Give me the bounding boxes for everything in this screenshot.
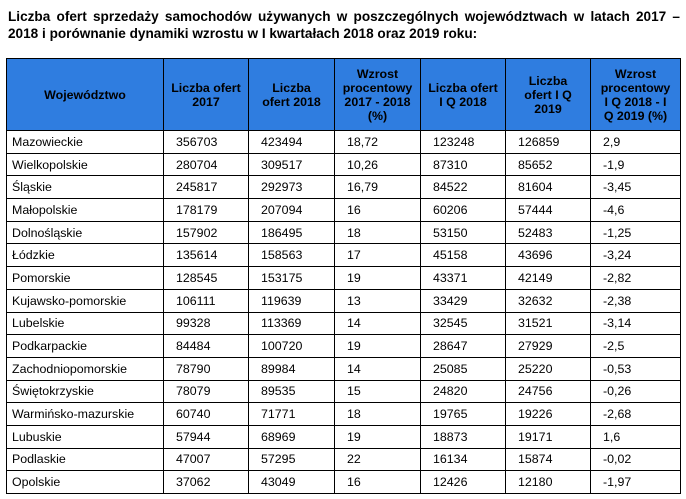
cell-offers-q1-2019: 24756 — [506, 380, 591, 403]
cell-offers-q1-2019: 42149 — [506, 267, 591, 290]
table-body — [7, 131, 681, 494]
cell-growth-q1: -2,5 — [591, 335, 681, 358]
cell-offers-2017: 157902 — [164, 221, 249, 244]
cell-offers-2017: 99328 — [164, 312, 249, 335]
header-row — [7, 59, 681, 131]
cell-offers-2018: 57295 — [249, 448, 335, 471]
cell-offers-q1-2018: 32545 — [421, 312, 506, 335]
cell-voivodeship: Pomorskie — [7, 267, 164, 290]
voivodeship-offers-table — [6, 58, 681, 494]
cell-growth-q1: -1,9 — [591, 153, 681, 176]
table-row — [7, 221, 681, 244]
column-header-offers-2018: Liczba ofert 2018 — [249, 59, 335, 131]
cell-growth-q1: -3,45 — [591, 176, 681, 199]
cell-offers-2018: 89535 — [249, 380, 335, 403]
cell-growth-q1: -1,25 — [591, 221, 681, 244]
cell-growth-q1: -0,53 — [591, 357, 681, 380]
cell-voivodeship: Małopolskie — [7, 199, 164, 222]
cell-offers-q1-2019: 27929 — [506, 335, 591, 358]
cell-growth-2017-2018: 16 — [335, 199, 421, 222]
cell-offers-2018: 100720 — [249, 335, 335, 358]
cell-growth-2017-2018: 16,79 — [335, 176, 421, 199]
cell-growth-2017-2018: 17 — [335, 244, 421, 267]
table-row — [7, 380, 681, 403]
cell-offers-q1-2018: 18873 — [421, 425, 506, 448]
cell-offers-2018: 423494 — [249, 131, 335, 154]
cell-offers-q1-2019: 12180 — [506, 471, 591, 494]
cell-offers-2018: 207094 — [249, 199, 335, 222]
cell-voivodeship: Podlaskie — [7, 448, 164, 471]
cell-voivodeship: Wielkopolskie — [7, 153, 164, 176]
cell-offers-2017: 245817 — [164, 176, 249, 199]
cell-growth-q1: -0,26 — [591, 380, 681, 403]
cell-offers-2017: 106111 — [164, 289, 249, 312]
table-row — [7, 289, 681, 312]
cell-offers-2017: 37062 — [164, 471, 249, 494]
cell-growth-2017-2018: 15 — [335, 380, 421, 403]
cell-offers-2018: 158563 — [249, 244, 335, 267]
cell-growth-2017-2018: 18 — [335, 403, 421, 426]
column-header-voivodeship: Województwo — [7, 59, 164, 131]
cell-voivodeship: Warmińsko-mazurskie — [7, 403, 164, 426]
cell-offers-q1-2018: 84522 — [421, 176, 506, 199]
cell-offers-q1-2019: 15874 — [506, 448, 591, 471]
cell-growth-2017-2018: 13 — [335, 289, 421, 312]
table-row — [7, 153, 681, 176]
cell-voivodeship: Podkarpackie — [7, 335, 164, 358]
data-table-container — [6, 58, 680, 494]
cell-offers-q1-2019: 19226 — [506, 403, 591, 426]
cell-offers-q1-2019: 43696 — [506, 244, 591, 267]
table-row — [7, 244, 681, 267]
cell-growth-2017-2018: 19 — [335, 335, 421, 358]
cell-offers-q1-2018: 123248 — [421, 131, 506, 154]
cell-growth-2017-2018: 19 — [335, 425, 421, 448]
cell-voivodeship: Mazowieckie — [7, 131, 164, 154]
cell-growth-q1: 2,9 — [591, 131, 681, 154]
cell-offers-q1-2018: 45158 — [421, 244, 506, 267]
cell-voivodeship: Lubuskie — [7, 425, 164, 448]
table-header — [7, 59, 681, 131]
cell-growth-2017-2018: 18 — [335, 221, 421, 244]
cell-offers-2018: 119639 — [249, 289, 335, 312]
cell-offers-q1-2018: 33429 — [421, 289, 506, 312]
cell-offers-q1-2018: 19765 — [421, 403, 506, 426]
cell-voivodeship: Dolnośląskie — [7, 221, 164, 244]
cell-offers-2018: 68969 — [249, 425, 335, 448]
column-header-offers-2017: Liczba ofert 2017 — [164, 59, 249, 131]
cell-offers-2017: 135614 — [164, 244, 249, 267]
column-header-growth-q1: Wzrost procentowy I Q 2018 - I Q 2019 (%) — [591, 59, 681, 131]
cell-offers-q1-2019: 57444 — [506, 199, 591, 222]
cell-offers-q1-2018: 12426 — [421, 471, 506, 494]
cell-growth-2017-2018: 16 — [335, 471, 421, 494]
cell-offers-2017: 178179 — [164, 199, 249, 222]
cell-offers-q1-2018: 28647 — [421, 335, 506, 358]
cell-growth-q1: -0,02 — [591, 448, 681, 471]
cell-offers-2018: 43049 — [249, 471, 335, 494]
cell-offers-q1-2019: 85652 — [506, 153, 591, 176]
cell-offers-2017: 356703 — [164, 131, 249, 154]
cell-growth-2017-2018: 14 — [335, 312, 421, 335]
table-row — [7, 448, 681, 471]
cell-growth-q1: -1,97 — [591, 471, 681, 494]
table-row — [7, 267, 681, 290]
cell-offers-q1-2018: 24820 — [421, 380, 506, 403]
table-row — [7, 471, 681, 494]
cell-growth-2017-2018: 14 — [335, 357, 421, 380]
cell-offers-q1-2018: 53150 — [421, 221, 506, 244]
cell-offers-2018: 113369 — [249, 312, 335, 335]
cell-growth-2017-2018: 18,72 — [335, 131, 421, 154]
cell-offers-2018: 309517 — [249, 153, 335, 176]
table-row — [7, 176, 681, 199]
cell-voivodeship: Kujawsko-pomorskie — [7, 289, 164, 312]
cell-growth-q1: -2,68 — [591, 403, 681, 426]
cell-offers-q1-2019: 81604 — [506, 176, 591, 199]
cell-offers-2018: 71771 — [249, 403, 335, 426]
cell-growth-2017-2018: 19 — [335, 267, 421, 290]
column-header-growth-2017-2018: Wzrost procentowy 2017 - 2018 (%) — [335, 59, 421, 131]
table-row — [7, 312, 681, 335]
cell-offers-2017: 60740 — [164, 403, 249, 426]
cell-growth-q1: -4,6 — [591, 199, 681, 222]
cell-growth-2017-2018: 10,26 — [335, 153, 421, 176]
cell-growth-2017-2018: 22 — [335, 448, 421, 471]
cell-growth-q1: -3,24 — [591, 244, 681, 267]
cell-offers-2017: 47007 — [164, 448, 249, 471]
cell-offers-2017: 78790 — [164, 357, 249, 380]
cell-voivodeship: Łódzkie — [7, 244, 164, 267]
cell-offers-q1-2018: 43371 — [421, 267, 506, 290]
column-header-offers-q1-2018: Liczba ofert I Q 2018 — [421, 59, 506, 131]
cell-offers-2018: 89984 — [249, 357, 335, 380]
table-row — [7, 425, 681, 448]
table-row — [7, 335, 681, 358]
cell-offers-q1-2019: 25220 — [506, 357, 591, 380]
table-row — [7, 199, 681, 222]
table-row — [7, 357, 681, 380]
cell-offers-q1-2019: 126859 — [506, 131, 591, 154]
cell-offers-2017: 280704 — [164, 153, 249, 176]
cell-voivodeship: Lubelskie — [7, 312, 164, 335]
cell-offers-2018: 292973 — [249, 176, 335, 199]
cell-offers-q1-2019: 19171 — [506, 425, 591, 448]
column-header-offers-q1-2019: Liczba ofert I Q 2019 — [506, 59, 591, 131]
cell-voivodeship: Śląskie — [7, 176, 164, 199]
cell-offers-2018: 153175 — [249, 267, 335, 290]
cell-offers-q1-2018: 16134 — [421, 448, 506, 471]
cell-offers-q1-2019: 32632 — [506, 289, 591, 312]
cell-voivodeship: Zachodniopomorskie — [7, 357, 164, 380]
cell-offers-q1-2019: 31521 — [506, 312, 591, 335]
cell-growth-q1: 1,6 — [591, 425, 681, 448]
page-title: Liczba ofert sprzedaży samochodów używanych w poszczególnych województwach w latach 2017 – 2018 i porównanie dynamiki wzrostu w I kwartałach 2018 oraz 2019 roku: — [8, 9, 680, 41]
cell-offers-q1-2018: 25085 — [421, 357, 506, 380]
cell-voivodeship: Opolskie — [7, 471, 164, 494]
cell-growth-q1: -3,14 — [591, 312, 681, 335]
cell-offers-2017: 128545 — [164, 267, 249, 290]
cell-offers-2017: 84484 — [164, 335, 249, 358]
cell-offers-q1-2018: 87310 — [421, 153, 506, 176]
cell-voivodeship: Świętokrzyskie — [7, 380, 164, 403]
table-row — [7, 131, 681, 154]
table-row — [7, 403, 681, 426]
cell-offers-2017: 57944 — [164, 425, 249, 448]
cell-offers-q1-2018: 60206 — [421, 199, 506, 222]
cell-offers-2018: 186495 — [249, 221, 335, 244]
cell-offers-2017: 78079 — [164, 380, 249, 403]
cell-growth-q1: -2,38 — [591, 289, 681, 312]
cell-offers-q1-2019: 52483 — [506, 221, 591, 244]
cell-growth-q1: -2,82 — [591, 267, 681, 290]
